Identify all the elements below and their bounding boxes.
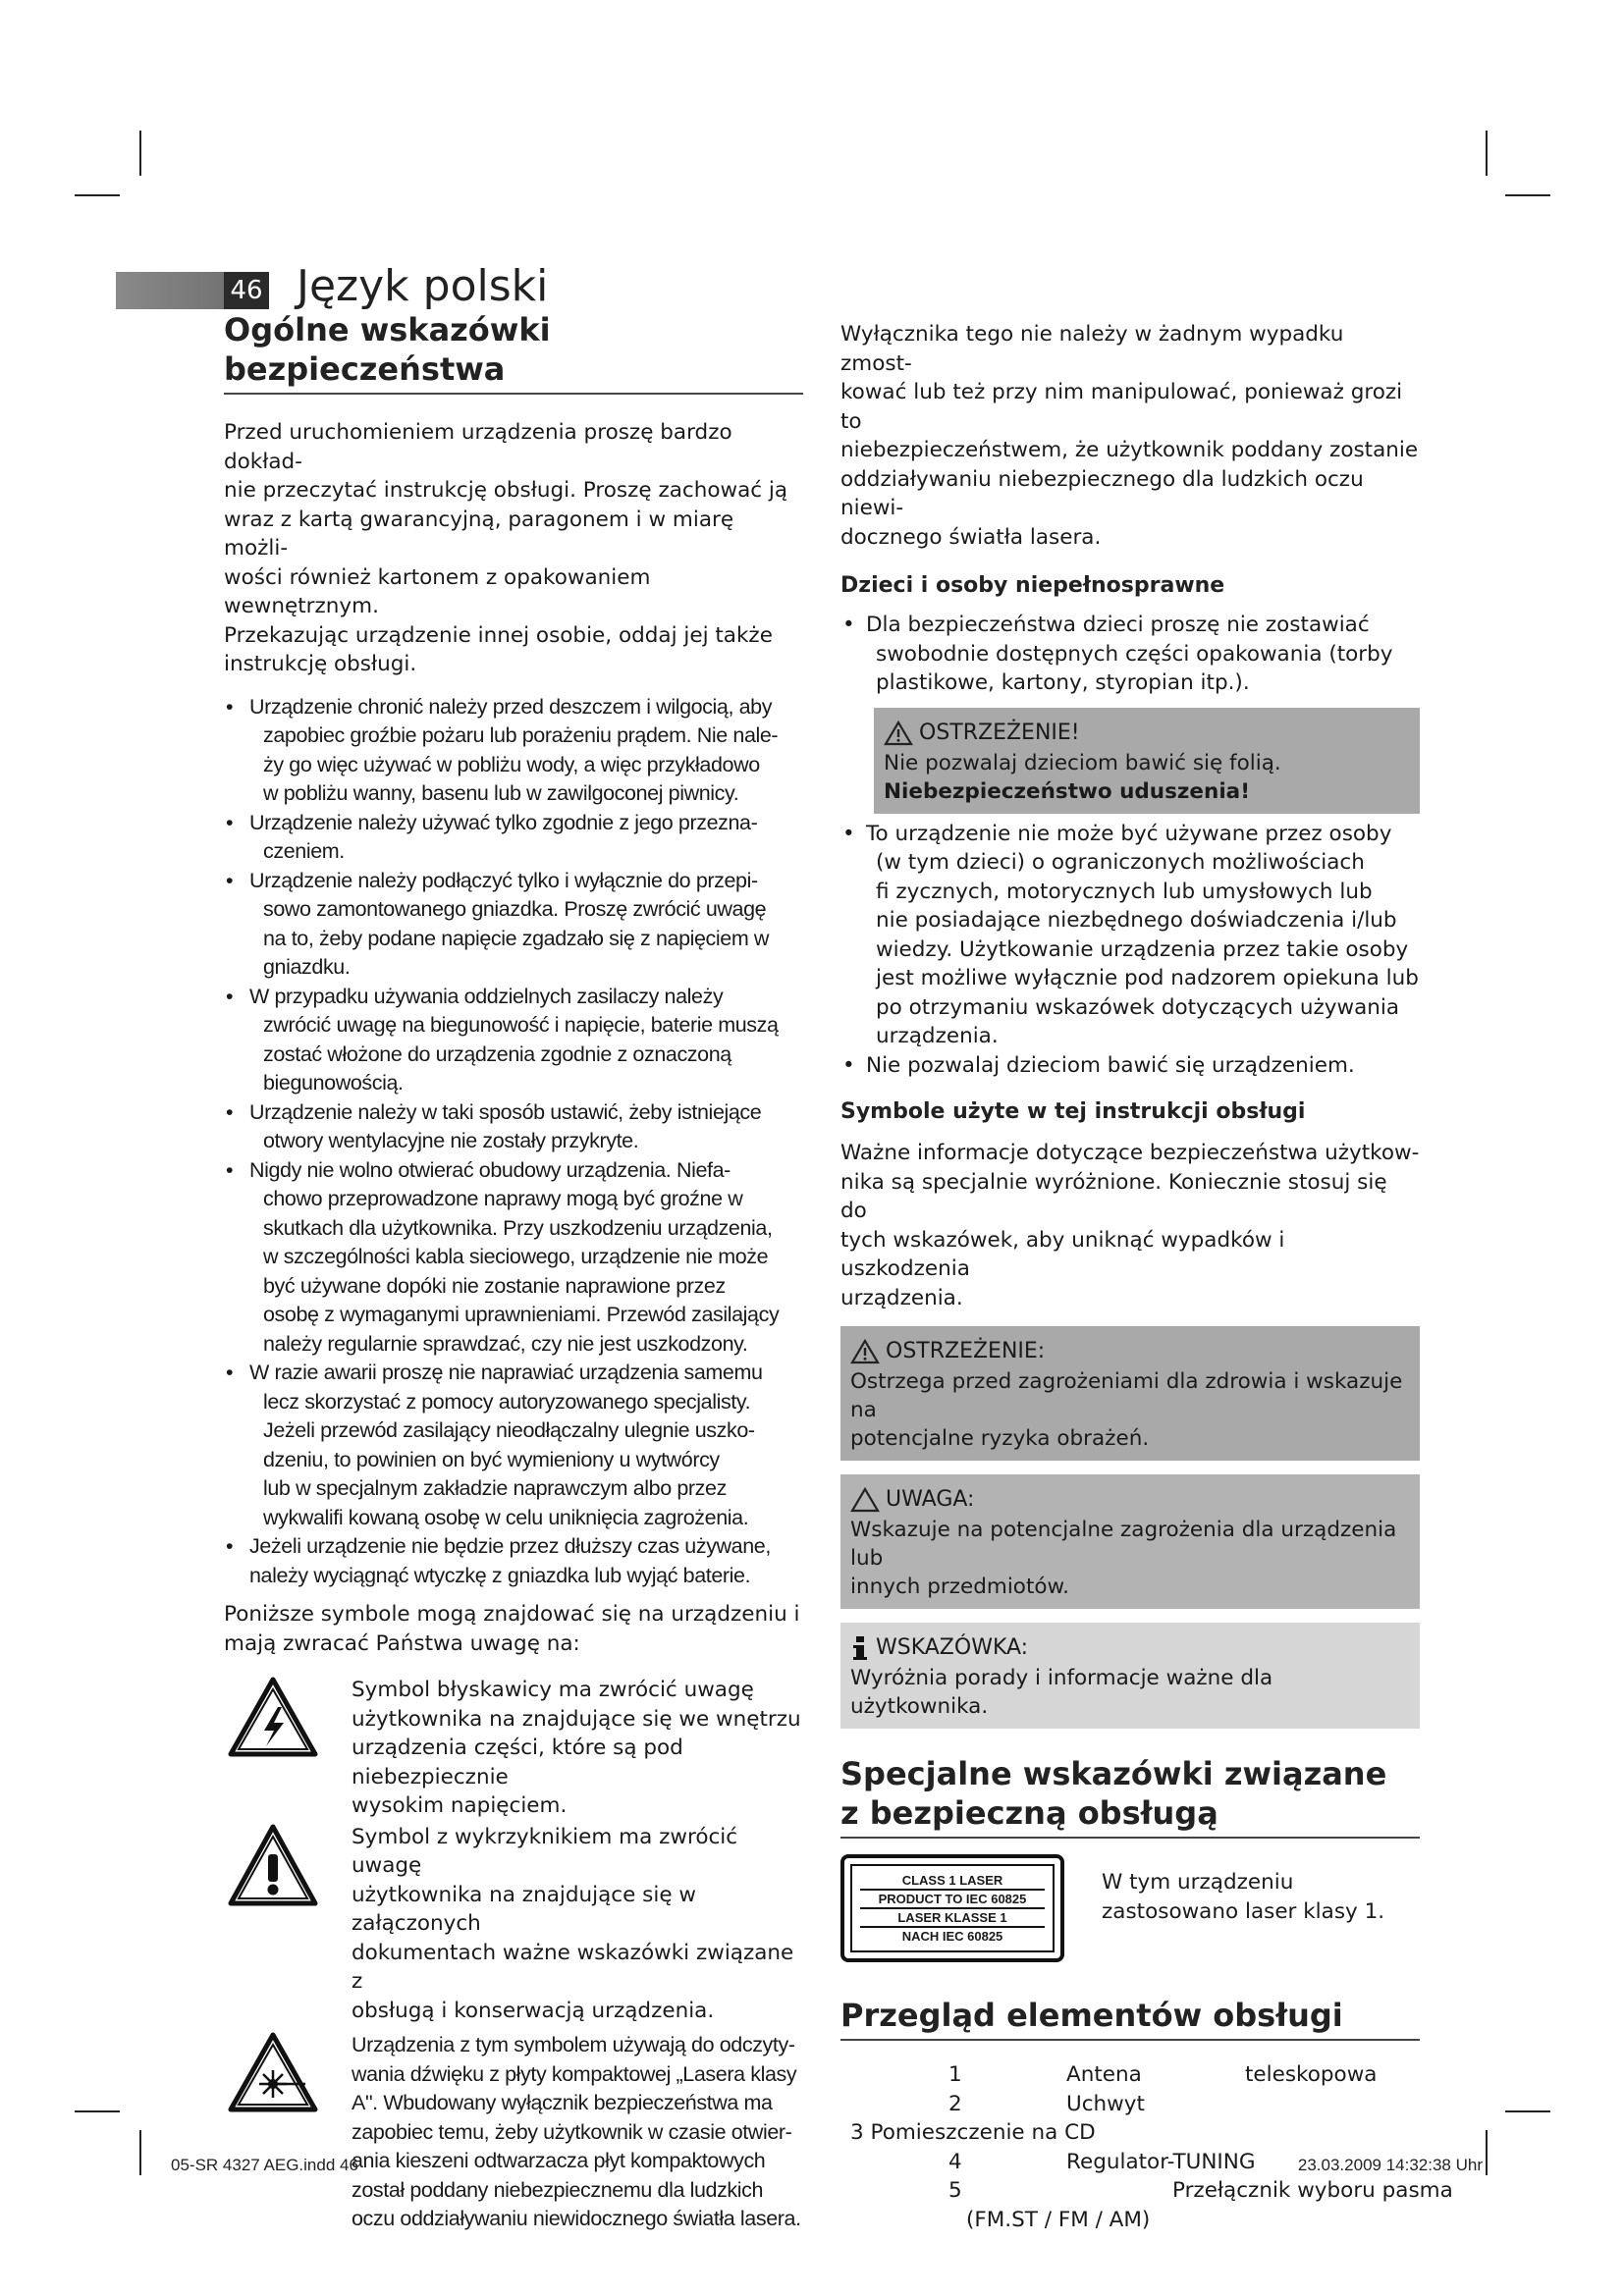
list-item: 5 Przełącznik wyboru pasma <box>948 2178 1453 2203</box>
general-safety-heading: Ogólne wskazówki bezpieczeństwa <box>224 310 803 395</box>
laser-class-row <box>840 1854 1420 1962</box>
list-item: • W razie awarii proszę nie naprawiać urządzenia samemu lecz skorzystać z pomocy autoryzowanego specjalisty. Jeżeli przewód zasilający nieodłączalny ulegnie uszko- dzeniu, to powinien on być wymieniony u wytwórcy lub w specjalnym zakładzie naprawczym albo przez wykwalifi kowaną osobę w celu uniknięcia zagrożenia. <box>224 1359 803 1532</box>
box-warning: OSTRZEŻENIE: Ostrzega przed zagrożeniami dla zdrowia i wskazuje na potencjalne ryzyka obrażeń. <box>840 1326 1420 1461</box>
warning-title: OSTRZEŻENIE! <box>919 720 1080 745</box>
crop-mark <box>1486 131 1488 176</box>
laser-warning-icon <box>224 2031 322 2113</box>
warning-box-suffocation <box>874 708 1420 814</box>
warning-triangle-icon <box>850 1339 880 1364</box>
caution-triangle-icon <box>850 1487 880 1513</box>
list-item: • Urządzenie należy podłączyć tylko i wyłącznie do przepi- sowo zamontowanego gniazdka. Proszę zwrócić uwagę na to, żeby podane napięcie zgadzało się z napięciem w gniazdku. <box>224 867 803 983</box>
list-item: • Urządzenie chronić należy przed deszczem i wilgocią, aby zapobiec groźbie pożaru lub porażeniu prądem. Nie nale- ży go więc używać w pobliżu wody, a więc przykładowo w pobliżu wanny, basenu lub w zawilgoconej piwnicy. <box>224 693 803 809</box>
exclamation-warning-icon <box>224 1823 322 1909</box>
symbol-laser-row: Urządzenia z tym symbolem używają do odczyty- wania dźwięku z płyty kompaktowej „Lasera klasy A". Wbudowany wyłącznik bezpieczeństwa ma zapobiec temu, żeby użytkownik w czasie otwier- ania kieszeni odtwarzacza płyt kompaktowych został poddany niebezpiecznemu dla ludzkich oczu oddziaływaniu niewidocznego światła lasera. <box>224 2031 803 2234</box>
lightning-warning-icon <box>224 1676 322 1758</box>
list-item: • Jeżeli urządzenie nie będzie przez dłuższy czas używane, należy wyciągnąć wtyczkę z gniazdka lub wyjąć baterie. <box>224 1532 803 1590</box>
special-safety-heading: Specjalne wskazówki związane z bezpieczną obsługą <box>840 1754 1420 1839</box>
crop-mark <box>1505 2110 1550 2112</box>
list-item: 3 Pomieszczenie na CD <box>850 2120 1096 2145</box>
list-item: • Dla bezpieczeństwa dzieci proszę nie zostawiać swobodnie dostępnych części opakowania (torby plastikowe, kartony, styropian itp.). <box>840 611 1420 698</box>
footer-timestamp: 23.03.2009 14:32:38 Uhr <box>1297 2156 1483 2174</box>
list-item: 1 Antena teleskopowa <box>948 2062 1378 2087</box>
symbol-exclamation-row: Symbol z wykrzyknikiem ma zwrócić uwagę użytkownika na znajdujące się w załączonych dokumentach ważne wskazówki związane z obsługą i konserwacją urządzenia. <box>224 1823 803 2026</box>
children-bullet-list-2 <box>840 820 1420 1081</box>
warning-line: Nie pozwalaj dzieciom bawić się folią. <box>884 750 1281 775</box>
list-item: • Urządzenie należy w taki sposób ustawić, żeby istniejące otwory wentylacyjne nie zostały przykryte. <box>224 1098 803 1156</box>
list-item: (FM.ST / FM / AM) <box>966 2207 1151 2232</box>
language-title: Język polski <box>297 261 549 311</box>
symbols-intro: Poniższe symbole mogą znajdować się na urządzeniu i mają zwracać Państwa uwagę na: <box>224 1602 800 1656</box>
list-item: • Nie pozwalaj dzieciom bawić się urządzeniem. <box>840 1051 1420 1081</box>
symbol-lightning-row: Symbol błyskawicy ma zwrócić uwagę użytkownika na znajdujące się we wnętrzu urządzenia części, które są pod niebezpiecznie wysokim napięciem. <box>224 1676 803 1821</box>
box-caution: UWAGA: Wskazuje na potencjalne zagrożenia dla urządzenia lub innych przedmiotów. <box>840 1474 1420 1609</box>
controls-heading: Przegląd elementów obsługi <box>840 1996 1420 2041</box>
symbols-used-paragraph: Ważne informacje dotyczące bezpieczeństwa użytkow- nika są specjalnie wyróżnione. Koniecznie stosuj się do tych wskazówek, aby uniknąć wypadków i uszkodzenia urządzenia. <box>840 1141 1420 1310</box>
intro-paragraph: Przed uruchomieniem urządzenia proszę bardzo dokład- nie przeczytać instrukcję obsługi. Proszę zachować ją wraz z kartą gwarancyjną, paragonem i w miarę możli- wości również kartonem z opakowaniem wewnętrznym. Przekazując urządzenie innej osobie, oddaj jej także instrukcję obsługi. <box>224 420 788 676</box>
crop-mark <box>75 2110 120 2112</box>
list-item: 4 Regulator-TUNING <box>948 2149 1256 2174</box>
left-column <box>224 310 803 2234</box>
list-item: • Nigdy nie wolno otwierać obudowy urządzenia. Niefa- chowo przeprowadzone naprawy mogą być groźne w skutkach dla użytkownika. Przy uszkodzeniu urządzenia, w szczególności kabla sieciowego, urządzenie nie może być używane dopóki nie zostanie naprawione przez osobę z wymaganymi uprawnieniami. Przewód zasilający należy regularnie sprawdzać, czy nie jest uszkodzony. <box>224 1156 803 1360</box>
box-note: WSKAZÓWKA: Wyróżnia porady i informacje ważne dla użytkownika. <box>840 1623 1420 1729</box>
controls-list <box>840 2060 1453 2234</box>
symbols-used-heading: Symbole użyte w tej instrukcji obsługi <box>840 1099 1306 1124</box>
laser-class-label: CLASS 1 LASER PRODUCT TO IEC 60825 LASER KLASSE 1 NACH IEC 60825 <box>840 1854 1064 1962</box>
right-column <box>840 320 1453 2234</box>
footer-file-info: 05-SR 4327 AEG.indd 46 <box>171 2156 358 2174</box>
list-item: • Urządzenie należy używać tylko zgodnie z jego przezna- czeniem. <box>224 809 803 867</box>
warning-line-bold: Niebezpieczeństwo uduszenia! <box>884 778 1250 804</box>
crop-mark <box>1486 2130 1488 2175</box>
crop-mark <box>75 194 120 196</box>
list-item: 2 Uchwyt <box>948 2091 1145 2116</box>
continuation-paragraph: Wyłącznika tego nie należy w żadnym wypadku zmost- kować lub też przy nim manipulować, ponieważ grozi to niebezpieczeństwem, że użytkownik poddany zostanie oddziaływaniu niebezpiecznego dla ludzkich oczu niewi- docznego światła lasera. <box>840 322 1419 550</box>
list-item: • W przypadku używania oddzielnych zasilaczy należy zwrócić uwagę na biegunowość i napięcie, baterie muszą zostać włożone do urządzenia zgodnie z oznaczoną biegunowością. <box>224 983 803 1098</box>
crop-mark <box>1505 194 1550 196</box>
warning-triangle-icon <box>884 721 913 746</box>
laser-class-text: W tym urządzeniu zastosowano laser klasy 1. <box>1102 1870 1385 1924</box>
children-bullet-list-1 <box>840 611 1420 698</box>
safety-bullet-list <box>224 693 803 1591</box>
crop-mark <box>139 2130 141 2175</box>
page-number: 46 <box>224 272 269 309</box>
info-icon <box>850 1635 870 1661</box>
children-heading: Dzieci i osoby niepełnosprawne <box>840 573 1225 598</box>
crop-mark <box>139 131 141 176</box>
list-item: • To urządzenie nie może być używane przez osoby (w tym dzieci) o ograniczonych możliwościach fi zycznych, motorycznych lub umysłowych lub nie posiadające niezbędnego doświadczenia i/lub wiedzy. Użytkowanie urządzenia przez takie osoby jest możliwe wyłącznie pod nadzorem opiekuna lub po otrzymaniu wskazówek dotyczących używania urządzenia. <box>840 820 1420 1051</box>
